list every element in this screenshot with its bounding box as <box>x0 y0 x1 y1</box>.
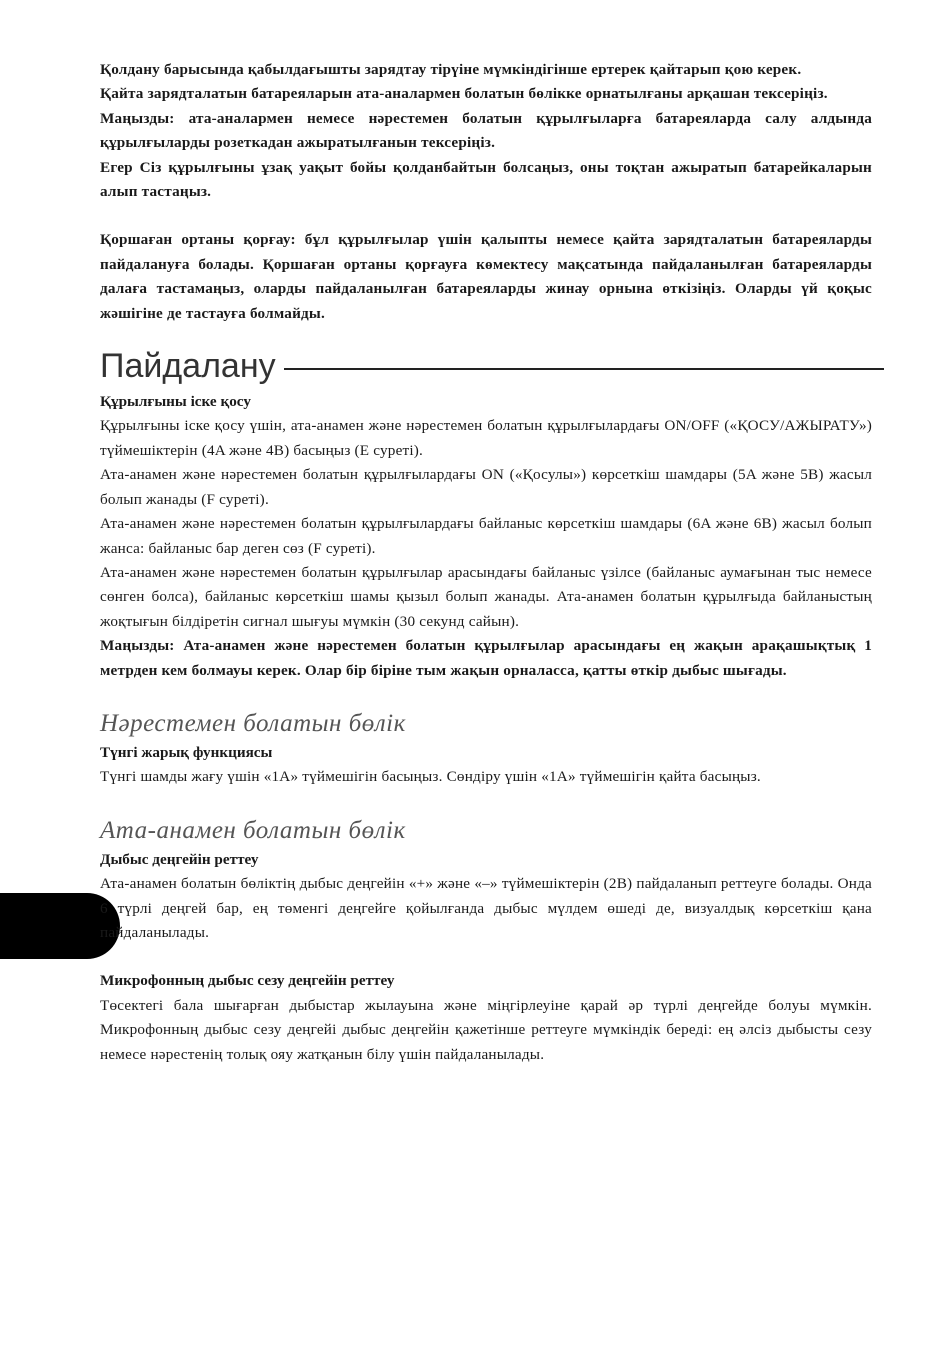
spacer <box>100 790 872 814</box>
power-paragraph-2: Ата-анамен және нәрестемен болатын құрылғылардағы ON («Қосулы») көрсеткіш шамдары (5A және 5B) жасыл болып жанады (F суреті). <box>100 466 872 508</box>
environment-paragraph: Қоршаған ортаны қорғау: бұл құрылғылар үшін қалыпты немесе қайта зарядталатын батареяларды пайдалануға болады. Қоршаған ортаны қорғауға көмектесу мақсатында пайдаланылған батареяларды далаға тастамаңыз, оларды пайдаланылған батареяларды жинау орнына өткізіңіз. Оларды үй қоқыс жәшігіне де тастауға болмайды. <box>100 231 872 322</box>
power-paragraph-4: Ата-анамен және нәрестемен болатын құрылғылар арасындағы байланыс үзілсе (байланыс аумағынан тыс немесе сөнген болса), байланыс көрсеткіш шамы қызыл болып жанады. Ата-анамен болатын құрылғыда байланыстың жоқтығын білдіретін сигнал шығуы мүмкін (30 секунд сайын). <box>100 563 872 630</box>
power-paragraph-5: Маңызды: Ата-анамен және нәрестемен болатын құрылғылар арасындағы ең жақын арақашықтық 1 метрден кем болмауы керек. Олар бір біріне тым жақын орналасса, қатты өткір дыбыс шығады. <box>100 637 872 679</box>
section-header <box>100 344 872 388</box>
night-light-paragraph: Түнгі шамды жағу үшін «1A» түймешігін басыңыз. Сөндіру үшін «1A» түймешігін қайта басыңыз. <box>100 768 761 786</box>
mic-heading: Микрофонның дыбыс сезу деңгейін реттеу <box>100 972 395 990</box>
document-page <box>100 58 872 1067</box>
section-title: Пайдалану <box>100 344 284 388</box>
mic-paragraph: Төсектегі бала шығарған дыбыстар жылауына және міңгірлеуіне қарай әр түрлі деңгейде болуы мүмкін. Микрофонның дыбыс сезу деңгейі дыбыс деңгейін қажетінше реттеуге мүмкіндік береді: ең әлсіз дыбысты сезу немесе нәрестенің толық ояу жатқанын білу үшін пайдаланылады. <box>100 996 872 1063</box>
volume-heading: Дыбыс деңгейін реттеу <box>100 850 259 868</box>
spacer <box>100 204 872 228</box>
intro-paragraph-4: Егер Сіз құрылғыны ұзақ уақыт бойы қолданбайтын болсаңыз, оны тоқтан ажыратып батарейкаларын алып тастаңыз. <box>100 158 872 201</box>
intro-paragraph-3: Маңызды: ата-аналармен немесе нәрестемен болатын құрылғыларға батареяларда салу алдында құрылғыларды розеткадан ажыратылғанын тексеріңіз. <box>100 109 872 152</box>
parent-unit-title: Ата-анамен болатын бөлік <box>100 816 406 844</box>
volume-paragraph: Ата-анамен болатын бөліктің дыбыс деңгейін «+» және «–» түймешіктерін (2B) пайдаланып реттеуге болады. Онда 6 түрлі деңгей бар, ең төменгі деңгейге қойылғанда дыбыс мүлдем өшеді де, визуалдық көрсеткіш қана пайдаланылады. <box>100 875 872 941</box>
power-paragraph-3: Ата-анамен және нәрестемен болатын құрылғылардағы байланыс көрсеткіш шамдары (6A және 6B) жасыл болып жанса: байланыс бар деген сөз (F суреті). <box>100 515 872 557</box>
spacer <box>100 683 872 707</box>
power-heading: Құрылғыны іске қосу <box>100 393 251 411</box>
spacer <box>100 945 872 969</box>
intro-paragraph-2: Қайта зарядталатын батареяларын ата-аналармен болатын бөлікке орнатылғаны арқашан тексеріңіз. <box>100 85 828 103</box>
night-light-heading: Түнгі жарық функциясы <box>100 743 273 761</box>
power-paragraph-1: Құрылғыны іске қосу үшін, ата-анамен және нәрестемен болатын құрылғылардағы ON/OFF («ҚОСУ/АЖЫРАТУ») түймешіктерін (4A және 4B) басыңыз (E суреті). <box>100 417 872 459</box>
baby-unit-title: Нәрестемен болатын бөлік <box>100 709 406 737</box>
intro-paragraph-1: Қолдану барысында қабылдағышты зарядтау тірүіне мүмкіндігінше ертерек қайтарып қою керек. <box>100 61 802 78</box>
